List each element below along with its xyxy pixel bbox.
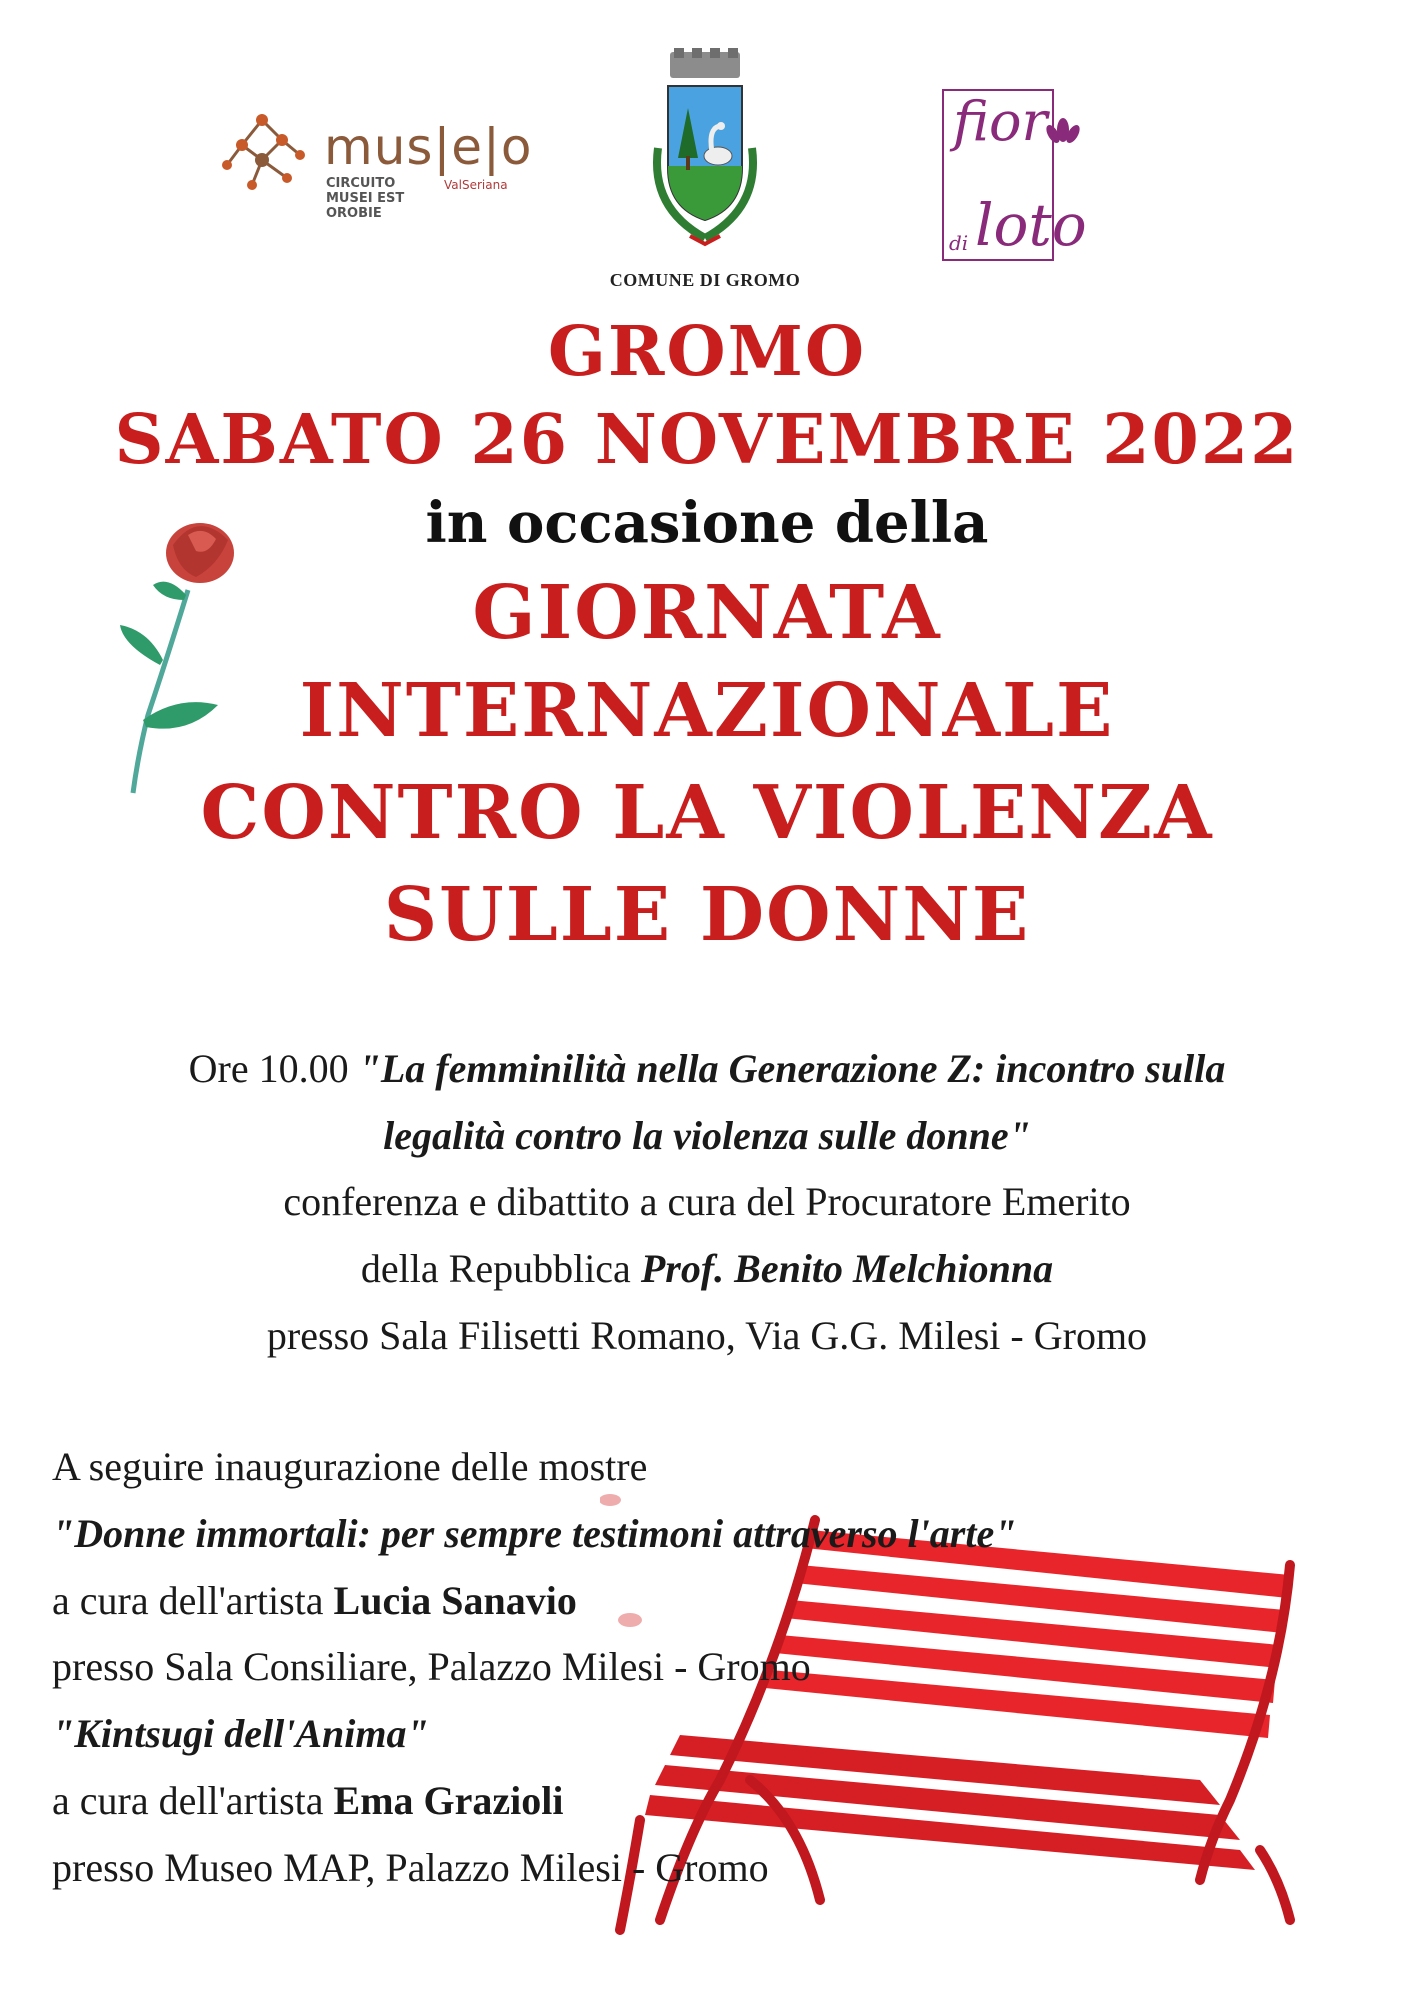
exhibition-1-artist-line — [52, 1577, 577, 1624]
exhibition-2-artist-line — [52, 1777, 563, 1824]
headline-occasion: in occasione della — [425, 490, 989, 556]
museo-wordmark: mus|e|o — [324, 118, 533, 176]
talk-time: Ore 10.00 — [188, 1046, 349, 1091]
talk-line-1 — [0, 1045, 1414, 1092]
museo-logo — [212, 100, 533, 221]
exhibitions-intro: A seguire inaugurazione delle mostre — [52, 1444, 648, 1489]
talk-title: "La femminilità nella Generazione Z: incontro sulla — [358, 1046, 1226, 1091]
event-title-line: INTERNAZIONALE — [299, 668, 1115, 754]
talk-venue: presso Sala Filisetti Romano, Via G.G. Milesi - Gromo — [266, 1313, 1148, 1358]
event-title-line: CONTRO LA VIOLENZA — [200, 770, 1214, 856]
gromo-coat-of-arms-icon — [630, 48, 780, 258]
headline-place: GROMO — [547, 312, 867, 392]
headline-date: SABATO 26 NOVEMBRE 2022 — [114, 400, 1300, 480]
museo-subtitle: CIRCUITO MUSEI EST OROBIE — [326, 176, 405, 221]
talk-speaker: Prof. Benito Melchionna — [640, 1246, 1054, 1291]
valseriana-mark: ValSeriana — [444, 178, 508, 192]
exhibition-2-by-prefix: a cura dell'artista — [52, 1778, 324, 1823]
exhibition-2-title: "Kintsugi dell'Anima" — [52, 1711, 429, 1756]
svg-text:di: di — [949, 231, 969, 255]
talk-title-continued: legalità contro la violenza sulle donne" — [383, 1113, 1031, 1158]
comune-label: COMUNE DI GROMO — [609, 270, 801, 290]
exhibition-2-venue: presso Museo MAP, Palazzo Milesi - Gromo — [52, 1845, 769, 1890]
exhibition-1-artist: Lucia Sanavio — [333, 1578, 577, 1623]
exhibition-1-venue: presso Sala Consiliare, Palazzo Milesi - Gromo — [52, 1644, 811, 1689]
talk-speaker-line — [0, 1245, 1414, 1292]
talk-description: conferenza e dibattito a cura del Procuratore Emerito — [283, 1179, 1131, 1224]
fior-di-loto-logo — [935, 60, 1085, 265]
exhibition-2-artist: Ema Grazioli — [333, 1778, 564, 1823]
exhibition-1-by-prefix: a cura dell'artista — [52, 1578, 324, 1623]
svg-text:loto: loto — [975, 191, 1085, 259]
event-title-line: GIORNATA — [472, 570, 942, 656]
svg-text:fior: fior — [953, 90, 1048, 153]
museo-network-icon — [212, 100, 312, 200]
event-title-line: SULLE DONNE — [383, 872, 1031, 958]
exhibition-1-title: "Donne immortali: per sempre testimoni attraverso l'arte" — [52, 1511, 1017, 1556]
talk-by-prefix: della Repubblica — [360, 1246, 631, 1291]
